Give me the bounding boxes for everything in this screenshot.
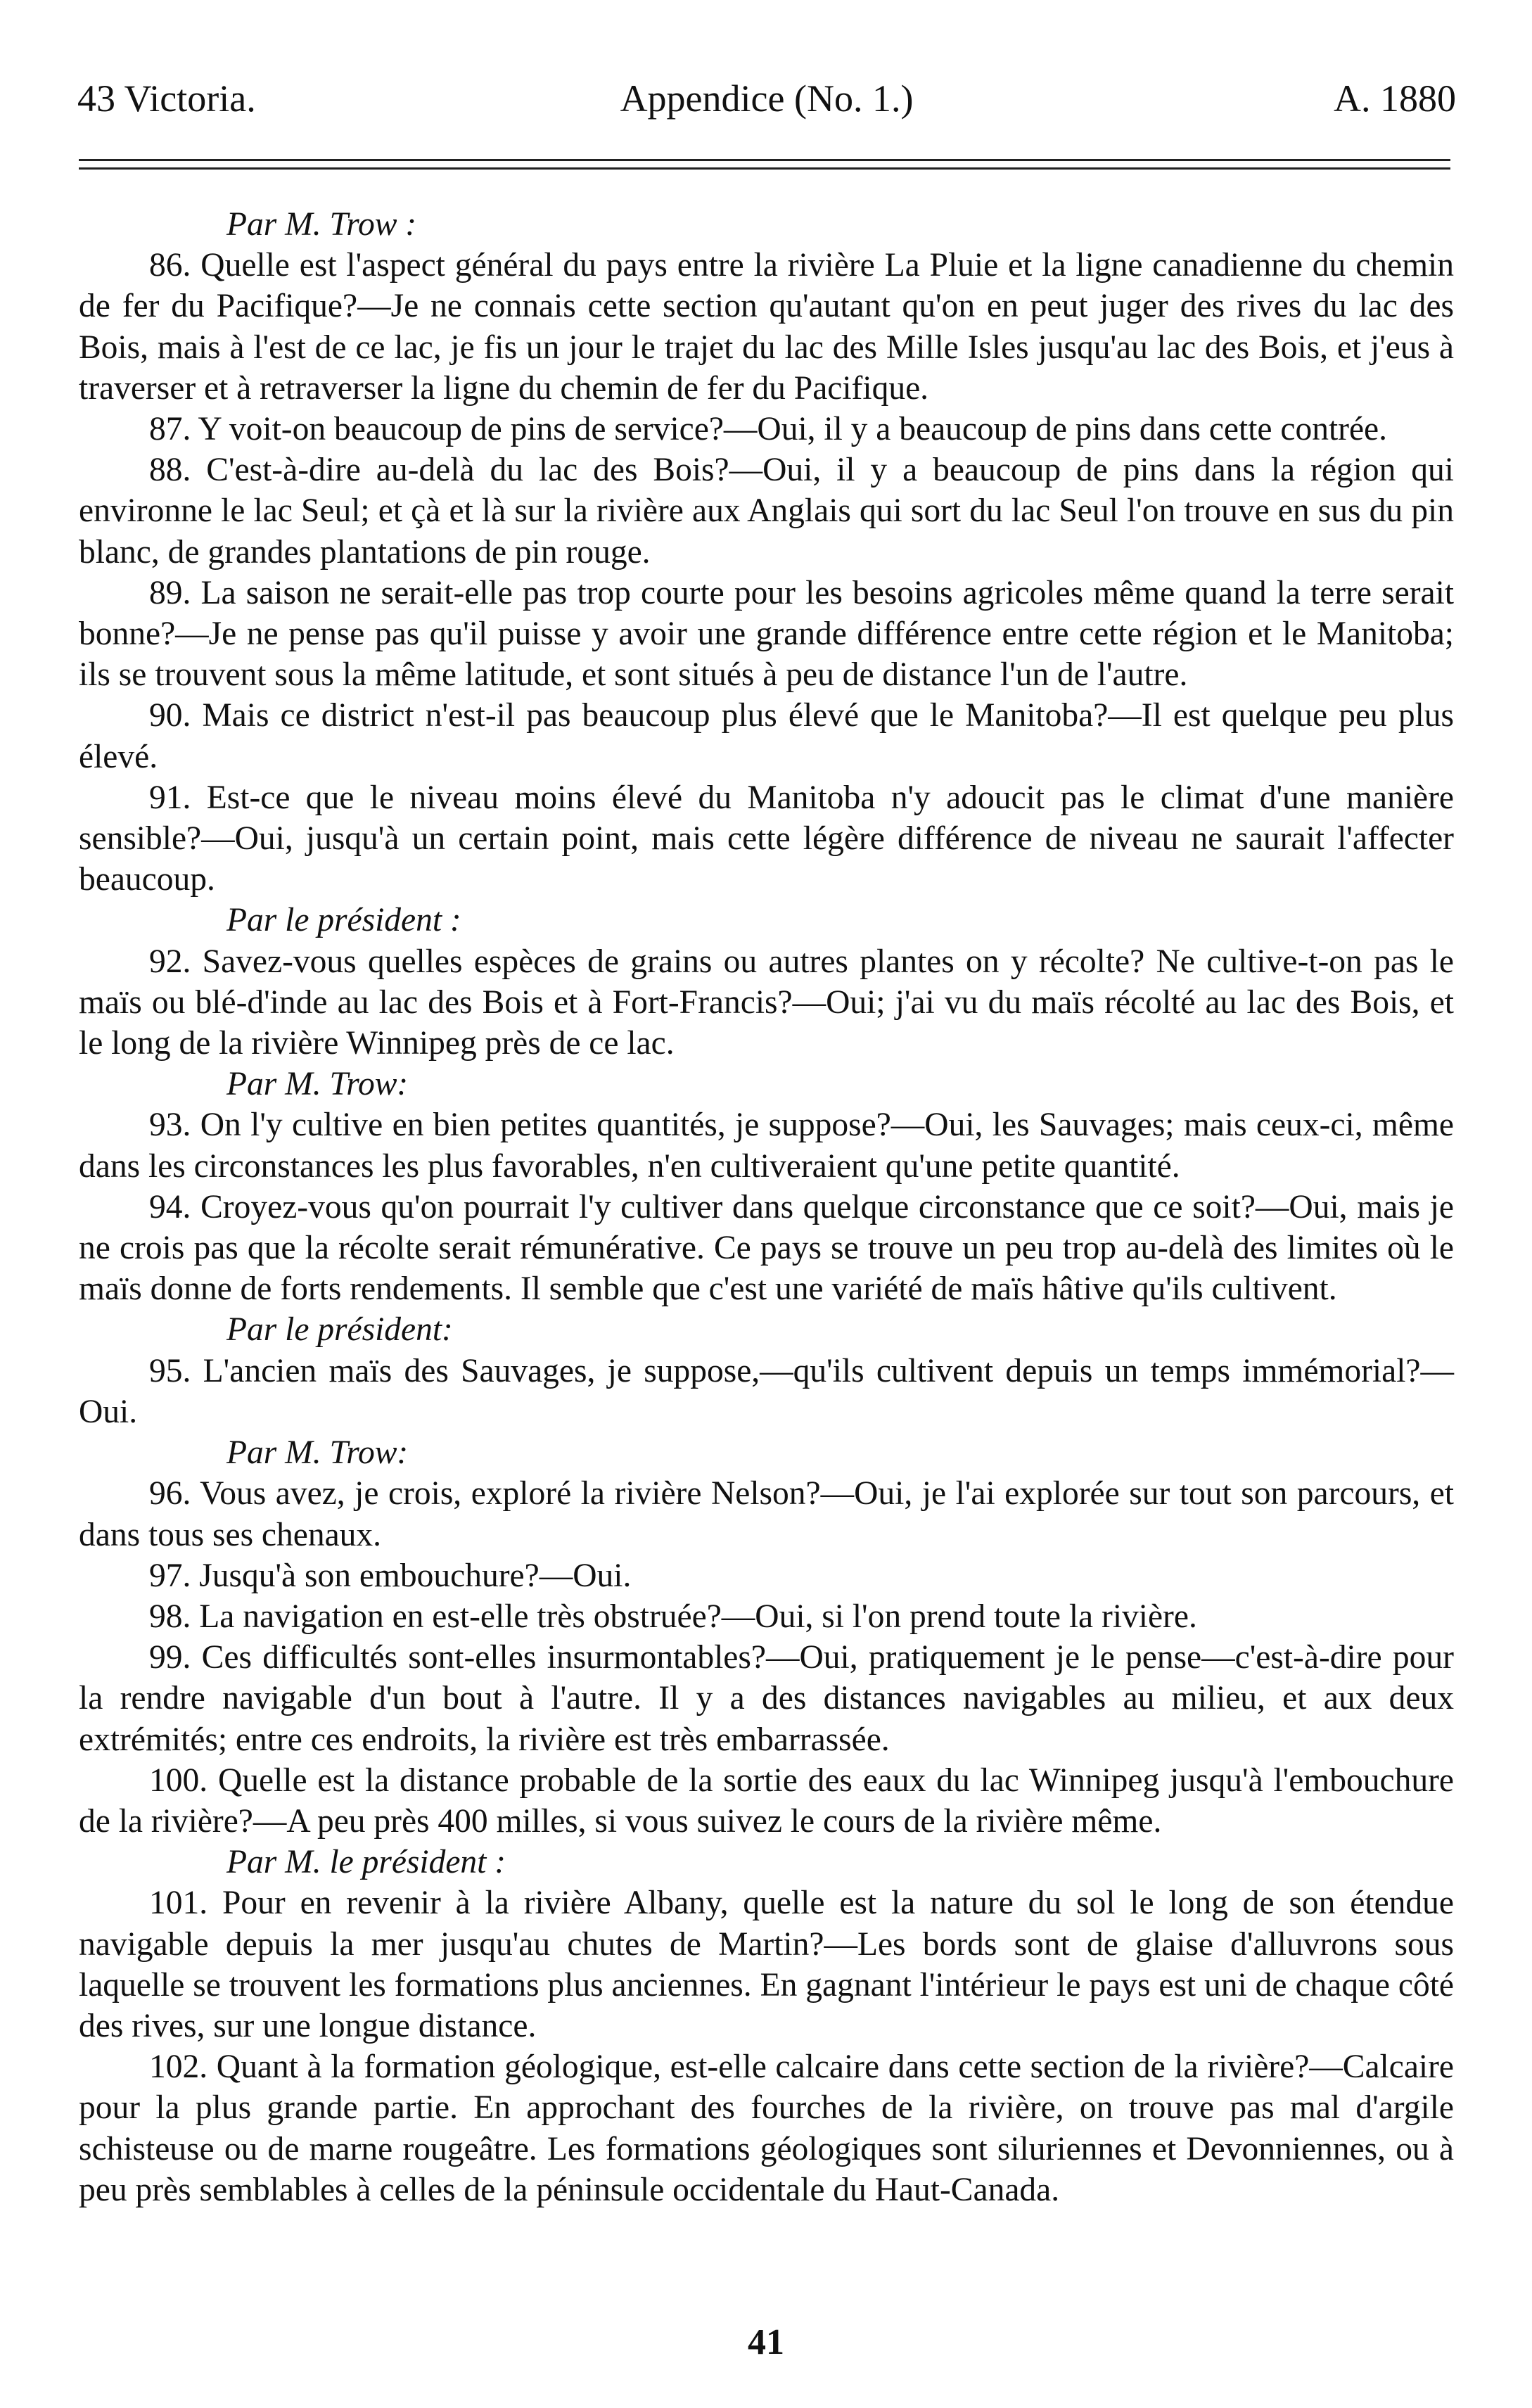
speaker-heading: Par M. Trow:	[226, 1066, 409, 1103]
question-paragraph: 93. On l'y cultive en bien petites quantités, je suppose?—Oui, les Sauvages; mais ceux-ci, même dans les circonstances les plus favorables, n'en cultiveraient qu'une petite quantité.	[79, 1107, 1454, 1185]
header-appendix: Appendice (No. 1.)	[620, 77, 914, 120]
question-paragraph: 87. Y voit-on beaucoup de pins de service?—Oui, il y a beaucoup de pins dans cette contrée.	[149, 411, 1388, 448]
question-paragraph: 91. Est-ce que le niveau moins élevé du Manitoba n'y adoucit pas le climat d'une manière sensible?—Oui, jusqu'à un certain point, mais cette légère différence de niveau ne saurait l'affecter beaucoup.	[79, 779, 1454, 898]
question-paragraph: 98. La navigation en est-elle très obstruée?—Oui, si l'on prend toute la rivière.	[149, 1598, 1197, 1635]
speaker-heading: Par M. le président :	[226, 1844, 506, 1881]
question-paragraph: 94. Croyez-vous qu'on pourrait l'y cultiver dans quelque circonstance que ce soit?—Oui, mais je ne crois pas que la récolte serait rémunérative. Ce pays se trouve un peu trop au-delà des limites où le maïs donne de forts rendements. Il semble que c'est une variété de maïs hâtive qu'ils cultivent.	[79, 1188, 1454, 1308]
question-paragraph: 89. La saison ne serait-elle pas trop courte pour les besoins agricoles même quand la terre serait bonne?—Je ne pense pas qu'il puisse y avoir une grande différence entre cette région et le Manitoba; ils se trouvent sous la même latitude, et sont situés à peu de distance l'un de l'autre.	[79, 574, 1454, 694]
speaker-heading: Par le président:	[226, 1311, 453, 1349]
question-paragraph: 90. Mais ce district n'est-il pas beaucoup plus élevé que le Manitoba?—Il est quelque peu plus élevé.	[79, 697, 1454, 775]
question-paragraph: 95. L'ancien maïs des Sauvages, je suppose,—qu'ils cultivent depuis un temps immémorial?—Oui.	[79, 1352, 1454, 1430]
question-paragraph: 97. Jusqu'à son embouchure?—Oui.	[149, 1557, 632, 1594]
speaker-heading: Par M. Trow :	[226, 206, 417, 243]
question-paragraph: 88. C'est-à-dire au-delà du lac des Bois?—Oui, il y a beaucoup de pins dans la région qui environne le lac Seul; et çà et là sur la rivière aux Anglais qui sort du lac Seul l'on trouve en sus du pin blanc, de grandes plantations de pin rouge.	[79, 452, 1454, 571]
speaker-heading: Par le président :	[226, 902, 461, 939]
header-year: A. 1880	[1334, 77, 1456, 120]
page-number: 41	[748, 2322, 784, 2362]
header-rule-top	[79, 159, 1450, 161]
header-session: 43 Victoria.	[77, 77, 256, 120]
question-paragraph: 86. Quelle est l'aspect général du pays entre la rivière La Pluie et la ligne canadienne du chemin de fer du Pacifique?—Je ne connais cette section qu'autant qu'on en peut juger des rives du lac des Bois, mais à l'est de ce lac, je fis un jour le trajet du lac des Mille Isles jusqu'au lac des Bois, et j'eus à traverser et à retraverser la ligne du chemin de fer du Pacifique.	[79, 247, 1454, 407]
question-paragraph: 99. Ces difficultés sont-elles insurmontables?—Oui, pratiquement je le pense—c'est-à-dire pour la rendre navigable d'un bout à l'autre. Il y a des distances navigables au milieu, et aux deux extrémités; entre ces endroits, la rivière est très embarrassée.	[79, 1639, 1454, 1758]
question-paragraph: 101. Pour en revenir à la rivière Albany, quelle est la nature du sol le long de son étendue navigable depuis la mer jusqu'au chutes de Martin?—Les bords sont de glaise d'alluvrons sous laquelle se trouvent les formations plus anciennes. En gagnant l'intérieur le pays est uni de chaque côté des rives, sur une longue distance.	[79, 1885, 1454, 2044]
question-paragraph: 100. Quelle est la distance probable de la sortie des eaux du lac Winnipeg jusqu'à l'embouchure de la rivière?—A peu près 400 milles, si vous suivez le cours de la rivière même.	[79, 1762, 1454, 1840]
question-paragraph: 96. Vous avez, je crois, exploré la rivière Nelson?—Oui, je l'ai explorée sur tout son parcours, et dans tous ses chenaux.	[79, 1475, 1454, 1553]
header-rule-bottom	[79, 167, 1450, 170]
testimony-text	[79, 204, 1454, 2210]
question-paragraph: 92. Savez-vous quelles espèces de grains ou autres plantes on y récolte? Ne cultive-t-on pas le maïs ou blé-d'inde au lac des Bois et à Fort-Francis?—Oui; j'ai vu du maïs récolté au lac des Bois, et le long de la rivière Winnipeg près de ce lac.	[79, 943, 1454, 1062]
question-paragraph: 102. Quant à la formation géologique, est-elle calcaire dans cette section de la rivière?—Calcaire pour la plus grande partie. En approchant des fourches de la rivière, on trouve pas mal d'argile schisteuse ou de marne rougeâtre. Les formations géologiques sont siluriennes et Devonniennes, ou à peu près semblables à celles de la péninsule occidentale du Haut-Canada.	[79, 2049, 1454, 2208]
running-header	[77, 70, 1456, 127]
speaker-heading: Par M. Trow:	[226, 1434, 409, 1472]
